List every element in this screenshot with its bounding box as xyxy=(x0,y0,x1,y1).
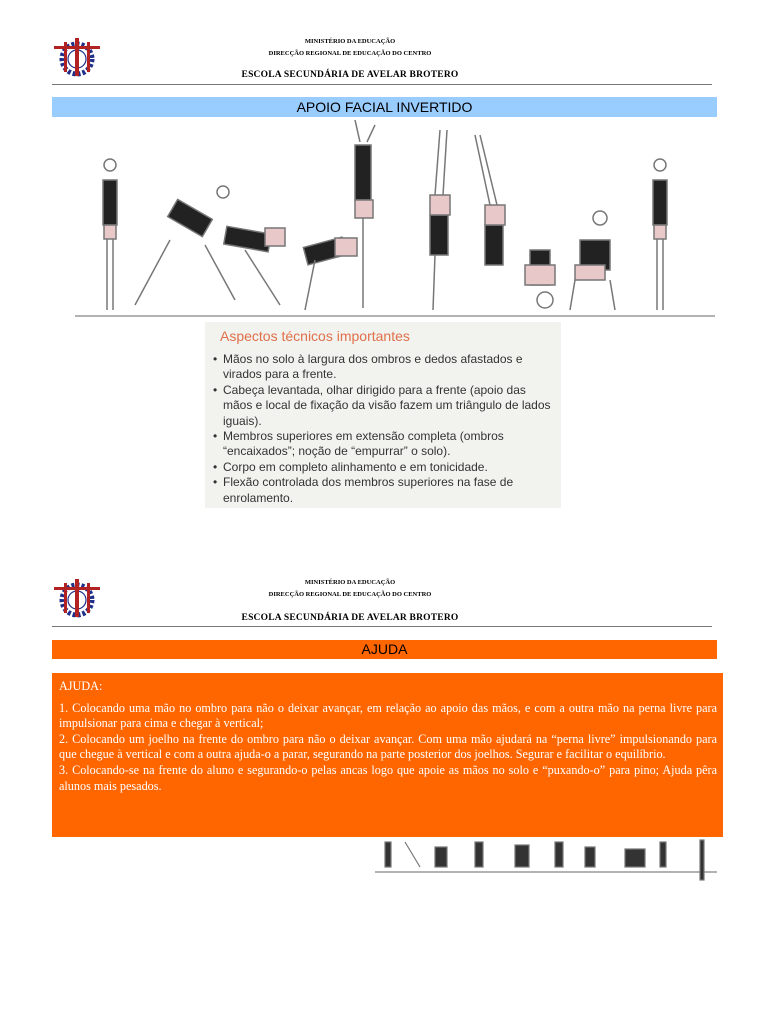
aspects-list xyxy=(213,352,558,506)
help-label: AJUDA: xyxy=(59,679,103,693)
header-school: ESCOLA SECUNDÁRIA DE AVELAR BROTERO xyxy=(241,70,459,80)
help-item: 2. Colocando um joelho na frente do ombro para não o deixar avançar. Com uma mão ajudará na “perna livre” impulsionando para que chegue à vertical e com a outra ajuda-o a parar, segurando na parte posterior dos joelhos. Segurar e facilitar o equilíbrio. xyxy=(59,731,717,762)
aspects-title: Aspectos técnicos importantes xyxy=(220,328,410,344)
header-direction: DIRECÇÃO REGIONAL DE EDUCAÇÃO DO CENTRO xyxy=(268,50,432,57)
school-logo xyxy=(52,36,102,78)
header-school: ESCOLA SECUNDÁRIA DE AVELAR BROTERO xyxy=(241,613,459,623)
help-item: 1. Colocando uma mão no ombro para não o deixar avançar, em relação ao apoio das mãos, e com a outra mão na perna livre para impulsionar para cima e chegar à vertical; xyxy=(59,700,717,731)
gymnastics-sequence-illustration xyxy=(75,120,715,320)
header-divider xyxy=(52,84,712,85)
aspect-item: • Mãos no solo à largura dos ombros e dedos afastados e virados para a frente. xyxy=(213,352,558,383)
header-ministry: MINISTÉRIO DA EDUCAÇÃO xyxy=(304,38,396,45)
help-item: 3. Colocando-se na frente do aluno e segurando-o pelas ancas logo que apoie as mãos no solo e “puxando-o” para pino; Ajuda pêra alunos mais pesados. xyxy=(59,762,717,793)
aspect-item: • Flexão controlada dos membros superiores na fase de enrolamento. xyxy=(213,475,558,506)
header-ministry: MINISTÉRIO DA EDUCAÇÃO xyxy=(304,579,396,586)
section-title-ajuda: AJUDA xyxy=(52,640,717,659)
aspect-item: • Corpo em completo alinhamento e em tonicidade. xyxy=(213,460,558,475)
technical-aspects-panel xyxy=(205,322,561,508)
section-title-apoio: APOIO FACIAL INVERTIDO xyxy=(52,97,717,117)
school-logo xyxy=(52,577,102,619)
header-direction: DIRECÇÃO REGIONAL DE EDUCAÇÃO DO CENTRO xyxy=(268,591,432,598)
gymnastics-sequence-illustration xyxy=(375,837,717,885)
help-instructions-box xyxy=(52,673,723,837)
header-divider xyxy=(52,626,712,627)
aspect-item: • Cabeça levantada, olhar dirigido para a frente (apoio das mãos e local de fixação da visão fazem um triângulo de lados iguais). xyxy=(213,383,558,429)
aspect-item: • Membros superiores em extensão completa (ombros “encaixados”; noção de “empurrar” o solo). xyxy=(213,429,558,460)
